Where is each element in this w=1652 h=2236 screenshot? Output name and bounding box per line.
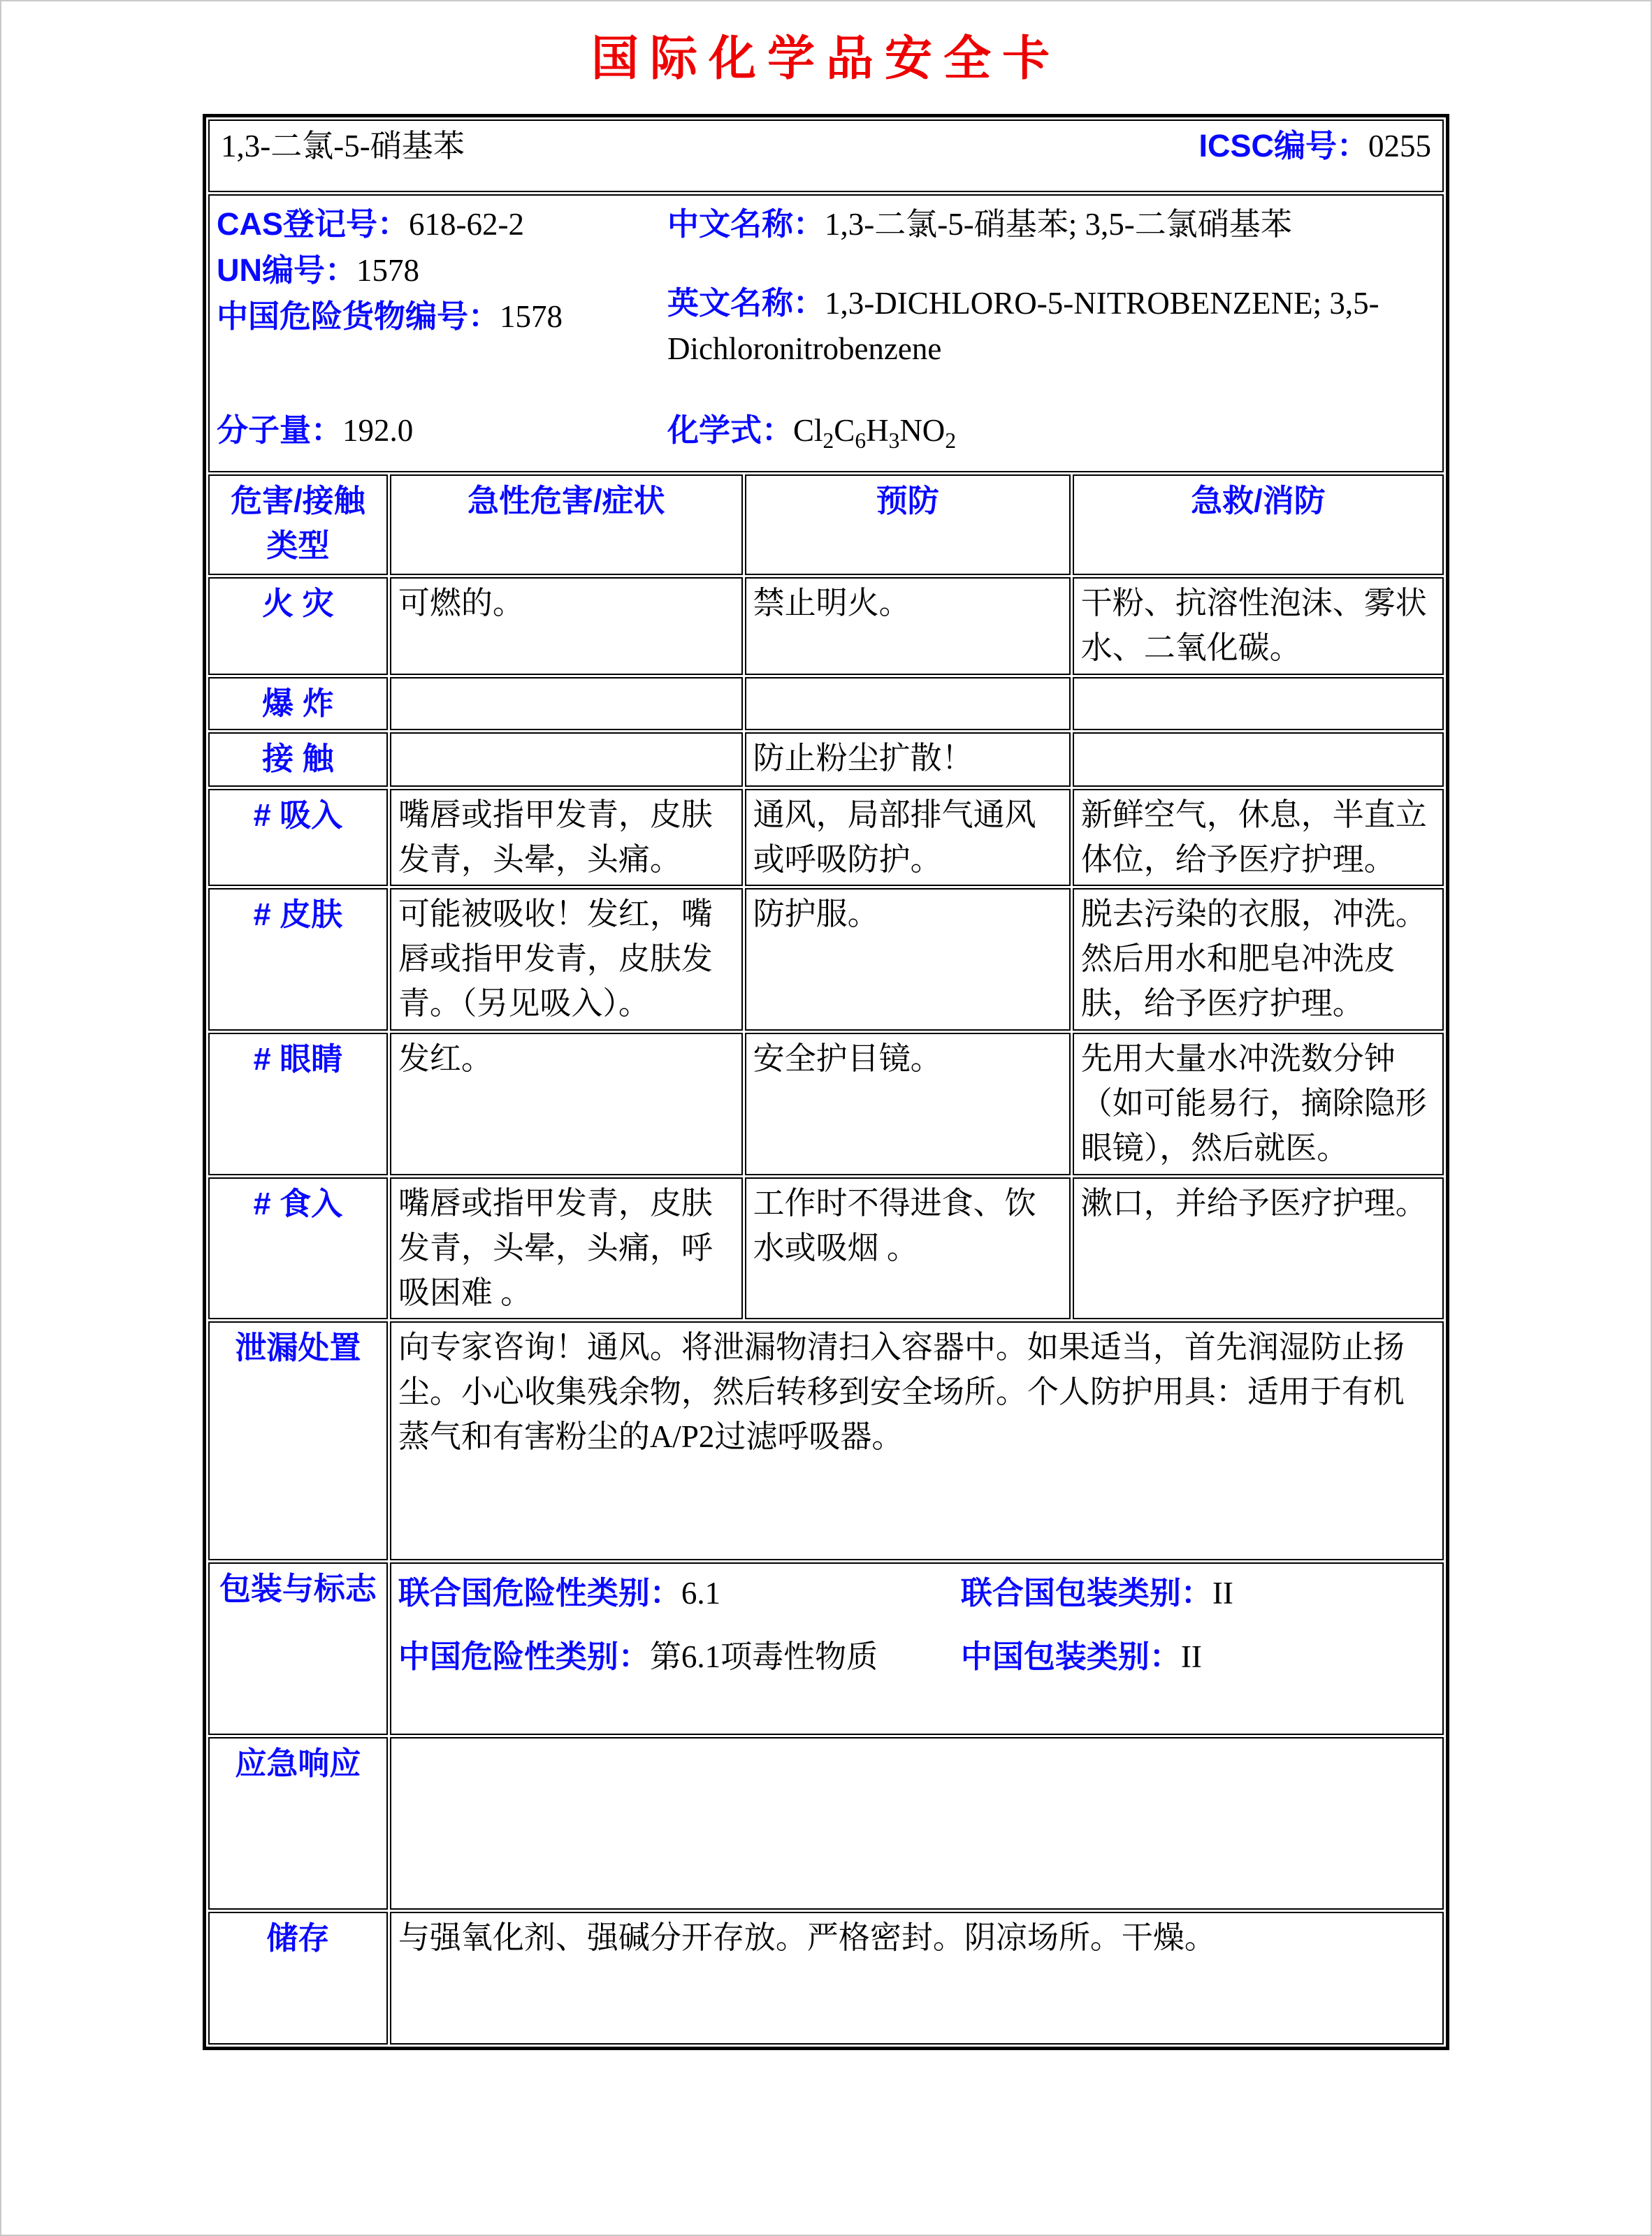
row-label-emergency-response: 应急响应 <box>208 1737 388 1910</box>
name-cell <box>208 119 1444 192</box>
registry-numbers <box>217 201 667 372</box>
exposure-prevention-cell: 防止粉尘扩散！ <box>745 732 1071 787</box>
table-row-skin <box>208 888 1444 1031</box>
exposure-aid-cell <box>1073 732 1444 787</box>
formula-value: $Cl_2C_6H_3NO_2$ <box>793 413 957 453</box>
ingestion-prevention-cell: 工作时不得进食、饮水或吸烟 。 <box>745 1177 1071 1320</box>
row-label-explosion: 爆 炸 <box>208 677 388 730</box>
cn-packing-group-line <box>961 1634 1435 1680</box>
ingestion-symptoms-cell: 嘴唇或指甲发青，皮肤发青，头晕，头痛，呼吸困难 。 <box>390 1177 743 1320</box>
cas-value: 618-62-2 <box>409 207 524 242</box>
un-label: UN编号： <box>217 252 356 288</box>
en-name-value: 1,3-DICHLORO-5-NITROBENZENE; 3,5-Dichloronitrobenzene <box>667 286 1379 366</box>
identifiers-row <box>208 194 1444 472</box>
packaging-cell <box>390 1562 1444 1735</box>
row-label-eyes: # 眼睛 <box>208 1033 388 1175</box>
header-first-aid: 急救/消防 <box>1073 474 1444 575</box>
header-prevention: 预防 <box>745 474 1071 575</box>
cn-dg-label: 中国危险货物编号： <box>217 298 500 334</box>
cn-hazard-class-value: 第6.1项毒性物质 <box>649 1639 878 1675</box>
exposure-symptoms-cell <box>390 732 743 787</box>
chemical-name: 1,3-二氯-5-硝基苯 <box>221 128 465 164</box>
zh-name-value: 1,3-二氯-5-硝基苯; 3,5-二氯硝基苯 <box>825 207 1292 242</box>
cn-packing-group-value: II <box>1180 1639 1202 1675</box>
un-packing-group-value: II <box>1212 1576 1233 1611</box>
cas-label: CAS登记号： <box>217 206 410 242</box>
table-row-fire <box>208 577 1444 675</box>
un-packing-group-line <box>961 1571 1435 1616</box>
row-label-spill-disposal: 泄漏处置 <box>208 1321 388 1560</box>
un-hazard-class-line <box>398 1571 961 1616</box>
fire-aid-cell: 干粉、抗溶性泡沫、雾状水、二氧化碳。 <box>1073 577 1444 675</box>
skin-symptoms-cell: 可能被吸收！发红，嘴唇或指甲发青，皮肤发青。（另见吸入）。 <box>390 888 743 1031</box>
header-hazard-type: 危害/接触类型 <box>208 474 388 575</box>
eyes-prevention-cell: 安全护目镜。 <box>745 1033 1071 1175</box>
table-row-spill-disposal <box>208 1321 1444 1560</box>
chemical-formula-line <box>667 408 1435 457</box>
formula-label: 化学式： <box>667 412 794 448</box>
spill-disposal-cell: 向专家咨询！通风。将泄漏物清扫入容器中。如果适当，首先润湿防止扬尘。小心收集残余物，然后转移到安全场所。个人防护用具：适用于有机蒸气和有害粉尘的A/P2过滤呼吸器。 <box>390 1321 1444 1560</box>
cn-dg-value: 1578 <box>500 299 563 334</box>
storage-cell: 与强氧化剂、强碱分开存放。严格密封。阴凉场所。干燥。 <box>390 1912 1444 2045</box>
en-name-label: 英文名称： <box>667 285 825 321</box>
molecular-weight-line <box>217 408 667 457</box>
explosion-aid-cell <box>1073 677 1444 730</box>
skin-prevention-cell: 防护服。 <box>745 888 1071 1031</box>
page-title: 国际化学品安全卡 <box>590 32 1061 85</box>
safety-card-table <box>203 114 1449 2050</box>
mw-label: 分子量： <box>217 412 343 448</box>
icsc-label: ICSC编号： <box>1198 128 1368 164</box>
table-row-eyes <box>208 1033 1444 1175</box>
english-name-line <box>667 280 1435 372</box>
mw-value: 192.0 <box>342 413 414 448</box>
table-row-ingestion <box>208 1177 1444 1320</box>
row-label-storage: 储存 <box>208 1912 388 2045</box>
emergency-response-cell <box>390 1737 1444 1910</box>
chinese-name-line <box>667 201 1435 247</box>
inhalation-aid-cell: 新鲜空气，休息，半直立体位，给予医疗护理。 <box>1073 789 1444 887</box>
chemical-names <box>667 201 1435 372</box>
row-label-inhalation: # 吸入 <box>208 789 388 887</box>
header-symptoms: 急性危害/症状 <box>390 474 743 575</box>
explosion-prevention-cell <box>745 677 1071 730</box>
table-row-storage <box>208 1912 1444 2045</box>
row-label-exposure: 接 触 <box>208 732 388 787</box>
inhalation-prevention-cell: 通风，局部排气通风或呼吸防护。 <box>745 789 1071 887</box>
table-row-exposure <box>208 732 1444 787</box>
cn-hazard-class-line <box>398 1634 961 1680</box>
fire-prevention-cell: 禁止明火。 <box>745 577 1071 675</box>
identifiers-cell <box>208 194 1444 472</box>
fire-symptoms-cell: 可燃的。 <box>390 577 743 675</box>
ingestion-aid-cell: 漱口，并给予医疗护理。 <box>1073 1177 1444 1320</box>
explosion-symptoms-cell <box>390 677 743 730</box>
table-row-inhalation <box>208 789 1444 887</box>
un-hazard-class-label: 联合国危险性类别： <box>398 1575 681 1611</box>
table-row-explosion <box>208 677 1444 730</box>
row-label-packaging: 包装与标志 <box>208 1562 388 1735</box>
icsc-number <box>1198 124 1431 169</box>
cas-number-line <box>217 201 667 247</box>
name-row <box>208 119 1444 192</box>
inhalation-symptoms-cell: 嘴唇或指甲发青，皮肤发青，头晕，头痛。 <box>390 789 743 887</box>
row-label-ingestion: # 食入 <box>208 1177 388 1320</box>
row-label-fire: 火 灾 <box>208 577 388 675</box>
un-packing-group-label: 联合国包装类别： <box>960 1575 1212 1611</box>
cn-dangerous-goods-line <box>217 293 667 340</box>
un-number-line <box>217 247 667 293</box>
table-row-packaging <box>208 1562 1444 1735</box>
un-value: 1578 <box>356 253 419 288</box>
row-label-skin: # 皮肤 <box>208 888 388 1031</box>
eyes-aid-cell: 先用大量水冲洗数分钟（如可能易行，摘除隐形眼镜），然后就医。 <box>1073 1033 1444 1175</box>
cn-packing-group-label: 中国包装类别： <box>960 1639 1181 1675</box>
table-header-row <box>208 474 1444 575</box>
table-row-emergency-response <box>208 1737 1444 1910</box>
zh-name-label: 中文名称： <box>667 206 825 242</box>
cn-hazard-class-label: 中国危险性类别： <box>398 1639 650 1675</box>
skin-aid-cell: 脱去污染的衣服，冲洗。然后用水和肥皂冲洗皮肤，给予医疗护理。 <box>1073 888 1444 1031</box>
un-hazard-class-value: 6.1 <box>681 1576 721 1611</box>
eyes-symptoms-cell: 发红。 <box>390 1033 743 1175</box>
icsc-value: 0255 <box>1368 129 1431 164</box>
